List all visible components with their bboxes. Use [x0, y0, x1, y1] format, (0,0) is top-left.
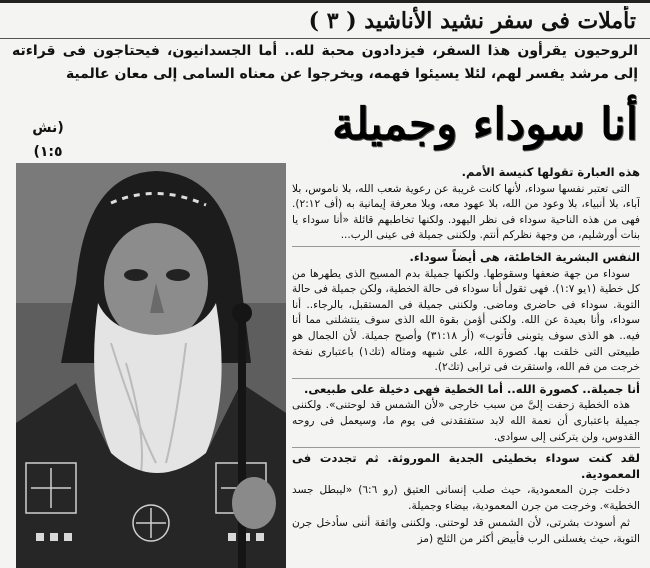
- body-subhead: لقد كنت سوداء بخطيئى الجدية الموروثة. ثم تجددت فى المعمودية.: [292, 451, 640, 481]
- body-subhead: هذه العبارة تقولها كنيسة الأمم.: [461, 165, 640, 179]
- body-paragraph: دخلت جرن المعمودية، حيث صلب إنسانى العتيق (رو ٦:٦) «ليبطل جسد الخطية». وخرجت من جرن المعمودية، بيضاء وجميلة.: [292, 484, 640, 512]
- series-title: تأملات فى سفر نشيد الأناشيد ( ٣ ): [308, 8, 636, 34]
- top-rule: [0, 0, 650, 3]
- intro-paragraph: الروحيون يقرأون هذا السفر، فيزدادون محبة لله.. أما الجسدانيون، فيحتاجون فى قراءته إلى مرشد يفسر لهم، لئلا يسيئوا فهمه، ويخرجوا عن معناه السامى إلى معان عالمية: [12, 43, 638, 82]
- body-subhead: أنا جميلة.. كصورة الله.. أما الخطية فهى دخيلة على طبيعى.: [303, 381, 640, 396]
- body-paragraph: ثم أسودت بشرتى، لأن الشمس قد لوحتنى. ولكننى واثقة أننى سأدخل جرن التوبة، حيث يغسلنى الرب فأبيض أكثر من الثلج (مز: [292, 517, 640, 546]
- body-subhead: النفس البشرية الخاطئة، هى أيضاً سوداء.: [409, 249, 640, 264]
- section-divider: [292, 246, 640, 247]
- pope-portrait-illustration: [16, 163, 286, 568]
- section-divider: [292, 378, 640, 379]
- main-headline: أنا سوداء وجميلة: [332, 99, 638, 150]
- pope-photo: [16, 163, 286, 568]
- article-body: [292, 162, 640, 568]
- body-paragraph: هذه الخطية زحفت إلىَّ من سبب خارجى «لأن الشمس قد لوحتنى». ولكننى جميلة باعتبارى أن نعمة الله لابد ستفتقدنى فى يوم ما، وسيعمل فى روحه القدوس، ولن يتركنى إلى سوادى.: [292, 399, 640, 443]
- scripture-reference: (نش ١:٥): [32, 120, 64, 160]
- section-divider: [292, 447, 640, 448]
- body-paragraph: سوداء من جهة ضعفها وسقوطها. ولكنها جميلة بدم المسيح الذى يطهرها من كل خطية (١يو ١:٧). فهى تقول أنا سوداء فى حالة الخطية، ولكن جميلة فى حالة التوبة. سوداء فى حاضرى وماضى. ولكننى جميلة فى المستقبل، بالرجاء.. أنا سوداء، وأنا بعيدة عن الله. ولكنى أؤمن بقوة الله الذى سوف ينتشلنى مما أنا فيه.. هو الذى سوف يتوبنى فأتوب» (أر ٣١:١٨) وأصبح جميلة. لأن الجمال هو طبيعتى التى خلقت بها. كصورة الله، على شبهه ومثاله (تك١) باعتبارى نفخة خرجت من فم الله، واستقرت فى ترابى (تك٢).: [292, 267, 640, 374]
- body-paragraph: التى تعتبر نفسها سوداء، لأنها كانت غريبة عن رعوية شعب الله، بلا ناموس، بلا آباء، بلا أنبياء، بلا وعود من الله، بلا عهود معه، وبلا معرفة إيمانية به (أف ٢:١٢). فهى من هذه الناحية سوداء فى نظر اليهود. ولكنها تخاطبهم قائلة «أنا سوداء يا بنات أورشليم، من وجهة نظركم أنتم. ولكننى جميلة فى عينى الرب...: [292, 182, 640, 242]
- series-rule: [0, 38, 650, 39]
